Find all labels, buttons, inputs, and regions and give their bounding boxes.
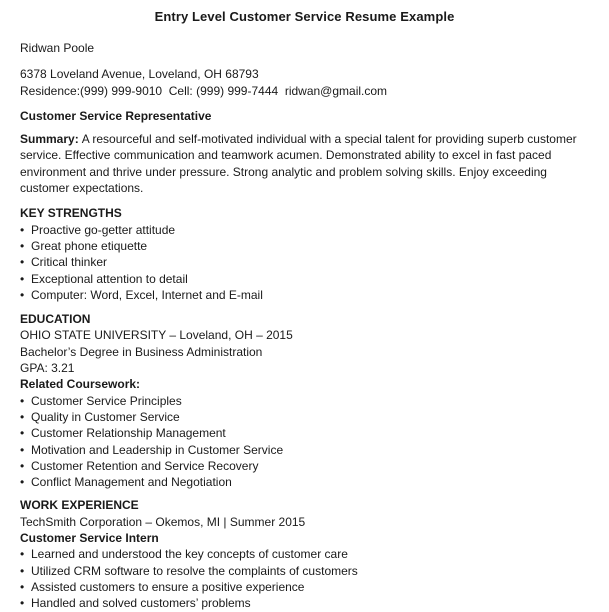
- bullet-item: • Assisted customers to ensure a positive experience: [20, 579, 589, 595]
- bullet-item: • Quality in Customer Service: [20, 409, 589, 425]
- bullet-item: • Learned and understood the key concepts of customer care: [20, 546, 589, 562]
- bullet-item: • Customer Service Principles: [20, 393, 589, 409]
- bullet-item: • Critical thinker: [20, 254, 589, 270]
- work-duties-list: [20, 546, 589, 611]
- work-experience-heading: WORK EXPERIENCE: [20, 498, 139, 513]
- bullet-item: • Conflict Management and Negotiation: [20, 474, 589, 490]
- bullet-item: • Motivation and Leadership in Customer Service: [20, 442, 589, 458]
- summary-paragraph: [20, 131, 589, 196]
- work-experience-section: [20, 497, 589, 611]
- education-school: OHIO STATE UNIVERSITY – Loveland, OH – 2015: [20, 328, 293, 343]
- job-title: Customer Service Representative: [20, 108, 212, 123]
- work-role: Customer Service Intern: [20, 531, 159, 546]
- bullet-item: • Great phone etiquette: [20, 238, 589, 254]
- contact-block: [20, 66, 589, 99]
- education-heading: EDUCATION: [20, 312, 91, 327]
- education-degree: Bachelor’s Degree in Business Administration: [20, 344, 263, 359]
- key-strengths-list: [20, 222, 589, 303]
- candidate-name: Ridwan Poole: [20, 41, 95, 55]
- page-title: Entry Level Customer Service Resume Example: [154, 9, 455, 24]
- contact-line: Residence:(999) 999-9010 Cell: (999) 999-7444 ridwan@gmail.com: [20, 83, 388, 98]
- bullet-item: • Proactive go-getter attitude: [20, 222, 589, 238]
- key-strengths-heading: KEY STRENGTHS: [20, 206, 122, 221]
- bullet-item: • Customer Relationship Management: [20, 425, 589, 441]
- education-section: [20, 311, 589, 490]
- bullet-item: • Computer: Word, Excel, Internet and E-mail: [20, 287, 589, 303]
- summary-text: A resourceful and self-motivated individual with a special talent for providing superb customer service. Effective communication and teamwork acumen. Demonstrated ability to excel in fast paced environment and thrive under pressure. Strong analytic and problem solving skills. Enjoy exceeding customer expectations.: [20, 132, 577, 196]
- education-gpa: GPA: 3.21: [20, 361, 75, 376]
- bullet-item: • Customer Retention and Service Recovery: [20, 458, 589, 474]
- key-strengths-section: [20, 205, 589, 303]
- bullet-item: • Exceptional attention to detail: [20, 271, 589, 287]
- bullet-item: • Utilized CRM software to resolve the complaints of customers: [20, 563, 589, 579]
- summary-label: Summary:: [20, 132, 79, 147]
- bullet-item: • Handled and solved customers’ problems: [20, 595, 589, 611]
- address-line: 6378 Loveland Avenue, Loveland, OH 68793: [20, 67, 259, 82]
- coursework-heading: Related Coursework:: [20, 377, 141, 392]
- work-company: TechSmith Corporation – Okemos, MI | Summer 2015: [20, 514, 306, 529]
- coursework-list: [20, 393, 589, 491]
